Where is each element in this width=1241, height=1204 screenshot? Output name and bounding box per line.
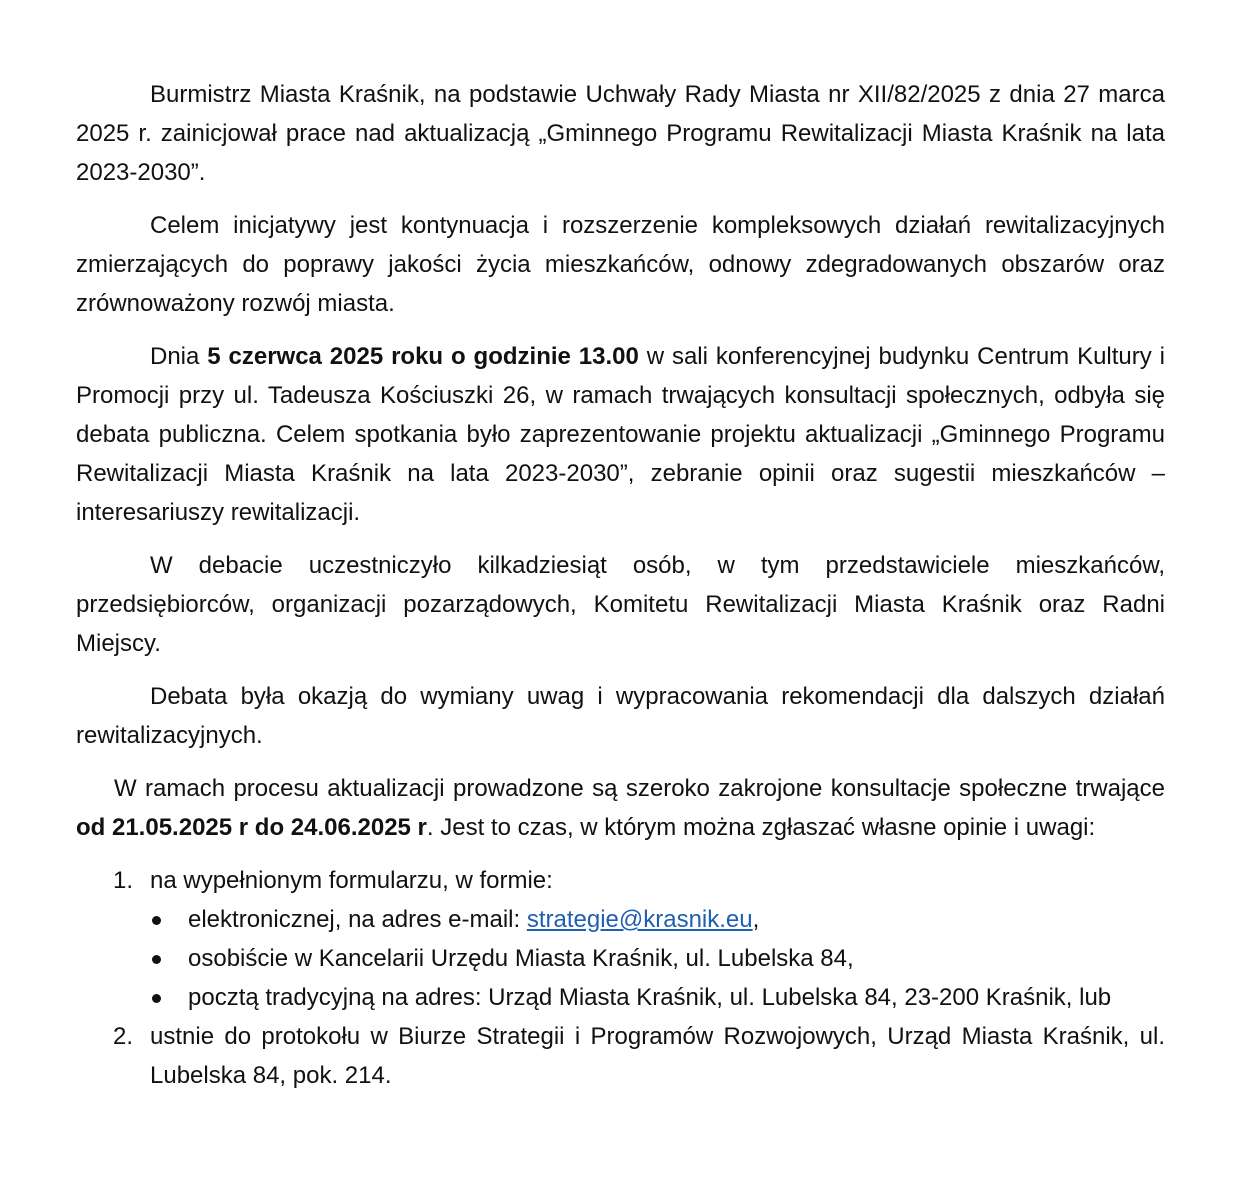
list-item-form bbox=[76, 861, 1165, 1017]
paragraph-participants: W debacie uczestniczyło kilkadziesiąt osób, w tym przedstawiciele mieszkańców, przedsiębiorców, organizacji pozarządowych, Komitetu Rewitalizacji Miasta Kraśnik oraz Radni Miejscy. bbox=[76, 552, 1165, 657]
sublist-item-in-person bbox=[150, 939, 1165, 978]
paragraph-intro: Burmistrz Miasta Kraśnik, na podstawie Uchwały Rady Miasta nr XII/82/2025 z dnia 27 marca 2025 r. zainicjował prace nad aktualizacją „Gminnego Programu Rewitalizacji Miasta Kraśnik na lata 2023-2030”. bbox=[76, 81, 1165, 186]
bullet-icon bbox=[152, 916, 161, 925]
list-item-text: ustnie do protokołu w Biurze Strategii i Programów Rozwojowych, Urząd Miasta Kraśnik, ul. Lubelska 84, pok. 214. bbox=[150, 1023, 1165, 1089]
sublist-item-text: elektronicznej, na adres e-mail: bbox=[188, 906, 527, 933]
list-number: 1. bbox=[113, 867, 134, 894]
consultations-text-end: . Jest to czas, w którym można zgłaszać własne opinie i uwagi: bbox=[426, 814, 1096, 841]
bullet-icon bbox=[152, 994, 161, 1003]
paragraph-recommendations: Debata była okazją do wymiany uwag i wypracowania rekomendacji dla dalszych działań rewitalizacyjnych. bbox=[76, 683, 1165, 749]
debate-text-end: w sali konferencyjnej budynku Centrum Kultury i Promocji przy ul. Tadeusza Kościuszki 26, w ramach trwających konsultacji społecznych, odbyła się debata publiczna. Celem spotkania było zaprezentowanie projektu aktualizacji „Gminnego Programu Rewitalizacji Miasta Kraśnik na lata 2023-2030”, zebranie opinii oraz sugestii mieszkańców – interesariuszy rewitalizacji. bbox=[76, 343, 1165, 526]
paragraph-consultations bbox=[76, 769, 1165, 847]
sublist-item-electronic bbox=[150, 900, 1165, 939]
consultations-text-start: W ramach procesu aktualizacji prowadzone są szeroko zakrojone konsultacje społeczne trwające bbox=[114, 775, 1165, 802]
consultations-period: od 21.05.2025 r do 24.06.2025 r bbox=[76, 814, 427, 841]
list-number: 2. bbox=[113, 1023, 134, 1050]
submission-methods-list bbox=[76, 861, 1165, 1095]
list-item-oral bbox=[76, 1017, 1165, 1095]
email-link[interactable]: strategie@krasnik.eu bbox=[526, 906, 753, 933]
debate-date: 5 czerwca 2025 roku o godzinie 13.00 bbox=[207, 343, 639, 370]
debate-text-start: Dnia bbox=[150, 343, 208, 370]
sublist-item-text: osobiście w Kancelarii Urzędu Miasta Kraśnik, ul. Lubelska 84, bbox=[188, 945, 854, 972]
sublist-item-punctuation: , bbox=[752, 906, 760, 933]
bullet-icon bbox=[152, 955, 161, 964]
list-item-text: na wypełnionym formularzu, w formie: bbox=[150, 867, 553, 894]
paragraph-goal: Celem inicjatywy jest kontynuacja i rozszerzenie kompleksowych działań rewitalizacyjnych zmierzających do poprawy jakości życia mieszkańców, odnowy zdegradowanych obszarów oraz zrównoważony rozwój miasta. bbox=[76, 212, 1165, 317]
sublist-item-post bbox=[150, 978, 1165, 1017]
form-options-list bbox=[150, 900, 1165, 1017]
sublist-item-text: pocztą tradycyjną na adres: Urząd Miasta Kraśnik, ul. Lubelska 84, 23-200 Kraśnik, lub bbox=[188, 984, 1112, 1011]
paragraph-debate bbox=[76, 337, 1165, 532]
